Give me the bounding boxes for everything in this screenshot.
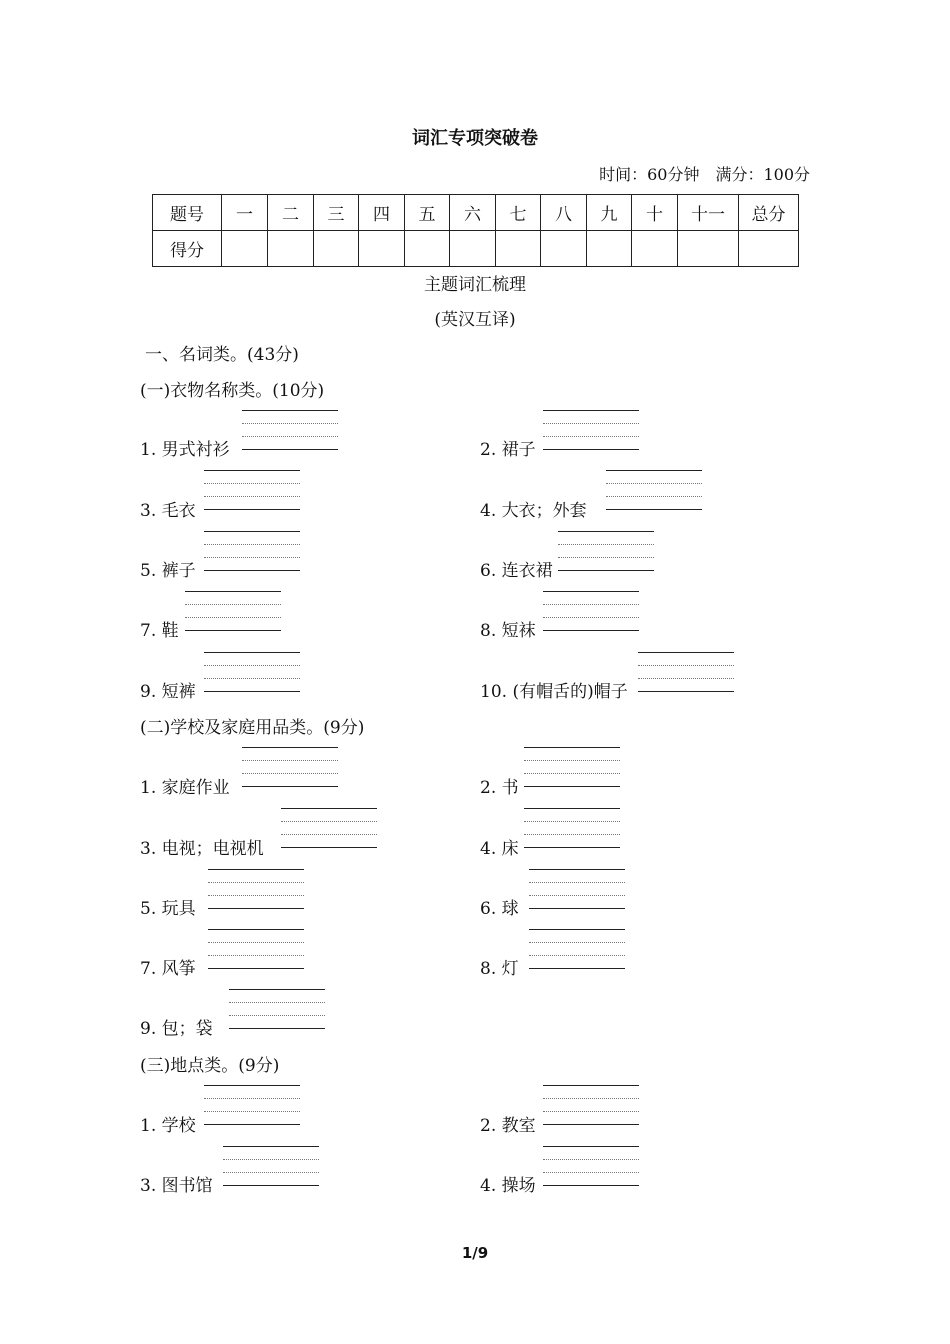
writing-lines[interactable] xyxy=(524,808,620,848)
writing-lines[interactable] xyxy=(281,808,377,848)
table-cell: 八 xyxy=(541,195,587,231)
page-title: 词汇专项突破卷 xyxy=(412,128,538,149)
writing-lines[interactable] xyxy=(529,929,625,969)
vocab-item: 7. 风筝 xyxy=(140,959,196,979)
writing-lines[interactable] xyxy=(229,989,325,1029)
score-cell[interactable] xyxy=(268,231,314,267)
score-cell[interactable] xyxy=(587,231,632,267)
writing-lines[interactable] xyxy=(524,747,620,787)
score-cell[interactable] xyxy=(541,231,587,267)
vocab-item: 9. 包；袋 xyxy=(140,1019,213,1039)
score-cell[interactable] xyxy=(739,231,799,267)
writing-lines[interactable] xyxy=(543,1146,639,1186)
vocab-item: 5. 裤子 xyxy=(140,561,196,581)
score-cell[interactable] xyxy=(450,231,496,267)
table-cell: 三 xyxy=(314,195,359,231)
writing-lines[interactable] xyxy=(208,929,304,969)
part-heading: 一、名词类。(43分) xyxy=(145,345,299,365)
writing-lines[interactable] xyxy=(242,410,338,450)
score-table-header-row xyxy=(153,195,799,231)
vocab-item: 3. 毛衣 xyxy=(140,501,196,521)
writing-lines[interactable] xyxy=(529,869,625,909)
vocab-item: 5. 玩具 xyxy=(140,899,196,919)
vocab-item: 1. 男式衬衫 xyxy=(140,440,230,460)
vocab-item: 4. 床 xyxy=(480,839,519,859)
writing-lines[interactable] xyxy=(208,869,304,909)
vocab-item: 10. (有帽舌的)帽子 xyxy=(480,682,628,702)
vocab-item: 4. 操场 xyxy=(480,1176,536,1196)
writing-lines[interactable] xyxy=(543,1085,639,1125)
score-cell[interactable] xyxy=(314,231,359,267)
vocab-item: 8. 灯 xyxy=(480,959,519,979)
subtitle-note: (英汉互译) xyxy=(434,310,516,330)
writing-lines[interactable] xyxy=(185,591,281,631)
vocab-item: 2. 书 xyxy=(480,778,519,798)
table-cell: 总分 xyxy=(739,195,799,231)
table-cell: 五 xyxy=(405,195,450,231)
table-cell: 九 xyxy=(587,195,632,231)
vocab-item: 2. 裙子 xyxy=(480,440,536,460)
writing-lines[interactable] xyxy=(204,652,300,692)
section-heading: (一)衣物名称类。(10分) xyxy=(140,381,325,401)
vocab-item: 7. 鞋 xyxy=(140,621,179,641)
writing-lines[interactable] xyxy=(242,747,338,787)
table-cell: 四 xyxy=(359,195,405,231)
vocab-item: 3. 电视；电视机 xyxy=(140,839,264,859)
exam-meta: 时间：60分钟 满分：100分 xyxy=(599,165,810,184)
writing-lines[interactable] xyxy=(204,531,300,571)
table-cell: 一 xyxy=(222,195,268,231)
table-cell: 得分 xyxy=(153,231,222,267)
vocab-item: 3. 图书馆 xyxy=(140,1176,213,1196)
vocab-item: 4. 大衣；外套 xyxy=(480,501,587,521)
writing-lines[interactable] xyxy=(543,410,639,450)
table-cell: 二 xyxy=(268,195,314,231)
page-number: 1/9 xyxy=(461,1244,489,1262)
table-cell: 题号 xyxy=(153,195,222,231)
table-cell: 十一 xyxy=(678,195,739,231)
table-cell: 六 xyxy=(450,195,496,231)
writing-lines[interactable] xyxy=(638,652,734,692)
writing-lines[interactable] xyxy=(543,591,639,631)
writing-lines[interactable] xyxy=(558,531,654,571)
score-cell[interactable] xyxy=(222,231,268,267)
score-cell[interactable] xyxy=(632,231,678,267)
score-table-score-row xyxy=(153,231,799,267)
vocab-item: 8. 短袜 xyxy=(480,621,536,641)
score-table xyxy=(152,194,799,267)
vocab-item: 2. 教室 xyxy=(480,1116,536,1136)
section-heading: (三)地点类。(9分) xyxy=(140,1056,280,1076)
table-cell: 七 xyxy=(496,195,541,231)
subtitle: 主题词汇梳理 xyxy=(424,275,526,295)
writing-lines[interactable] xyxy=(204,1085,300,1125)
score-cell[interactable] xyxy=(405,231,450,267)
vocab-item: 6. 球 xyxy=(480,899,519,919)
table-cell: 十 xyxy=(632,195,678,231)
vocab-item: 6. 连衣裙 xyxy=(480,561,553,581)
vocab-item: 9. 短裤 xyxy=(140,682,196,702)
score-cell[interactable] xyxy=(359,231,405,267)
score-cell[interactable] xyxy=(678,231,739,267)
writing-lines[interactable] xyxy=(223,1146,319,1186)
score-cell[interactable] xyxy=(496,231,541,267)
writing-lines[interactable] xyxy=(606,470,702,510)
vocab-item: 1. 家庭作业 xyxy=(140,778,230,798)
section-heading: (二)学校及家庭用品类。(9分) xyxy=(140,718,365,738)
vocab-item: 1. 学校 xyxy=(140,1116,196,1136)
writing-lines[interactable] xyxy=(204,470,300,510)
